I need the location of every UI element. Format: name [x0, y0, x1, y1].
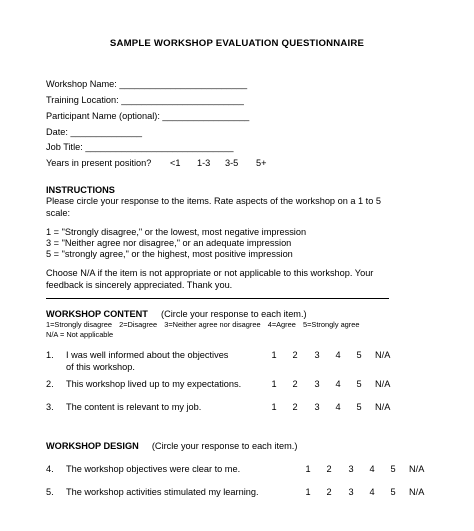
rating-5[interactable]: 5: [356, 350, 362, 360]
item-1-text: I was well informed about the objectives: [66, 350, 229, 360]
scale-key-na: N/A = Not applicable: [46, 330, 114, 339]
rating-3[interactable]: 3: [348, 487, 354, 497]
rating-1[interactable]: 1: [271, 402, 277, 412]
item-3-number: 3.: [46, 402, 54, 412]
rating-1[interactable]: 1: [305, 464, 311, 474]
na-note-line2: feedback is sincerely appreciated. Thank you.: [46, 280, 233, 290]
rating-na[interactable]: N/A: [409, 487, 425, 497]
instructions-heading: INSTRUCTIONS: [46, 185, 115, 195]
scale-line-5: 5 = "strongly agree," or the highest, most positive impression: [46, 249, 293, 259]
years-option-5plus: 5+: [256, 158, 267, 168]
field-workshop-name: Workshop Name: _________________________: [46, 79, 248, 89]
years-option-1-3: 1-3: [197, 158, 211, 168]
divider: [46, 298, 389, 299]
item-5-number: 5.: [46, 487, 54, 497]
rating-5[interactable]: 5: [356, 402, 362, 412]
rating-4[interactable]: 4: [335, 379, 341, 389]
instructions-line2: scale:: [46, 208, 71, 218]
rating-1[interactable]: 1: [271, 350, 277, 360]
design-heading: WORKSHOP DESIGN: [46, 441, 139, 451]
item-5-text: The workshop activities stimulated my learning.: [66, 487, 259, 497]
rating-4[interactable]: 4: [335, 402, 341, 412]
item-1-number: 1.: [46, 350, 54, 360]
item-2-number: 2.: [46, 379, 54, 389]
rating-5[interactable]: 5: [356, 379, 362, 389]
field-job-title: Job Title: _____________________________: [46, 142, 234, 152]
rating-4[interactable]: 4: [369, 464, 375, 474]
rating-1[interactable]: 1: [271, 379, 277, 389]
scale-key-1: 1=Strongly disagree: [46, 320, 112, 329]
scale-line-1: 1 = "Strongly disagree," or the lowest, most negative impression: [46, 227, 307, 237]
content-heading: WORKSHOP CONTENT: [46, 309, 148, 319]
rating-2[interactable]: 2: [292, 379, 298, 389]
rating-na[interactable]: N/A: [375, 379, 391, 389]
design-subtitle: (Circle your response to each item.): [151, 441, 298, 451]
rating-3[interactable]: 3: [314, 379, 320, 389]
rating-5[interactable]: 5: [390, 464, 396, 474]
years-option-3-5: 3-5: [225, 158, 239, 168]
rating-4[interactable]: 4: [369, 487, 375, 497]
content-heading-line: [46, 309, 307, 320]
scale-key-line: [46, 320, 359, 329]
field-participant-name: Participant Name (optional): _________________: [46, 111, 250, 121]
na-note-line1: Choose N/A if the item is not appropriate or not applicable to this workshop. Your: [46, 268, 374, 278]
item-4-text: The workshop objectives were clear to me.: [66, 464, 241, 474]
scale-key-4: 4=Agree: [267, 320, 296, 329]
item-3-text: The content is relevant to my job.: [66, 402, 202, 412]
scale-key-2: 2=Disagree: [119, 320, 158, 329]
scale-key-5: 5=Strongly agree: [302, 320, 360, 329]
instructions-line1: Please circle your response to the items. Rate aspects of the workshop on a 1 to 5: [46, 196, 382, 206]
rating-3[interactable]: 3: [348, 464, 354, 474]
design-heading-line: [46, 441, 297, 452]
scale-key-3: 3=Neither agree nor disagree: [164, 320, 261, 329]
item-4-number: 4.: [46, 464, 54, 474]
field-years-label: Years in present position?: [46, 158, 152, 168]
item-2-text: This workshop lived up to my expectations.: [66, 379, 242, 389]
content-subtitle: (Circle your response to each item.): [161, 309, 307, 319]
page-title: SAMPLE WORKSHOP EVALUATION QUESTIONNAIRE: [109, 38, 365, 49]
rating-na[interactable]: N/A: [375, 350, 391, 360]
item-1-text-line2: of this workshop.: [66, 362, 135, 372]
rating-na[interactable]: N/A: [409, 464, 425, 474]
field-date: Date: ______________: [46, 127, 143, 137]
rating-1[interactable]: 1: [305, 487, 311, 497]
rating-2[interactable]: 2: [292, 402, 298, 412]
field-training-location: Training Location: ________________________: [46, 95, 244, 105]
rating-na[interactable]: N/A: [375, 402, 391, 412]
years-option-lt1: <1: [170, 158, 181, 168]
rating-5[interactable]: 5: [390, 487, 396, 497]
rating-2[interactable]: 2: [292, 350, 298, 360]
rating-2[interactable]: 2: [326, 487, 332, 497]
rating-4[interactable]: 4: [335, 350, 341, 360]
rating-2[interactable]: 2: [326, 464, 332, 474]
rating-3[interactable]: 3: [314, 350, 320, 360]
scale-line-3: 3 = "Neither agree nor disagree," or an adequate impression: [46, 238, 292, 248]
rating-3[interactable]: 3: [314, 402, 320, 412]
